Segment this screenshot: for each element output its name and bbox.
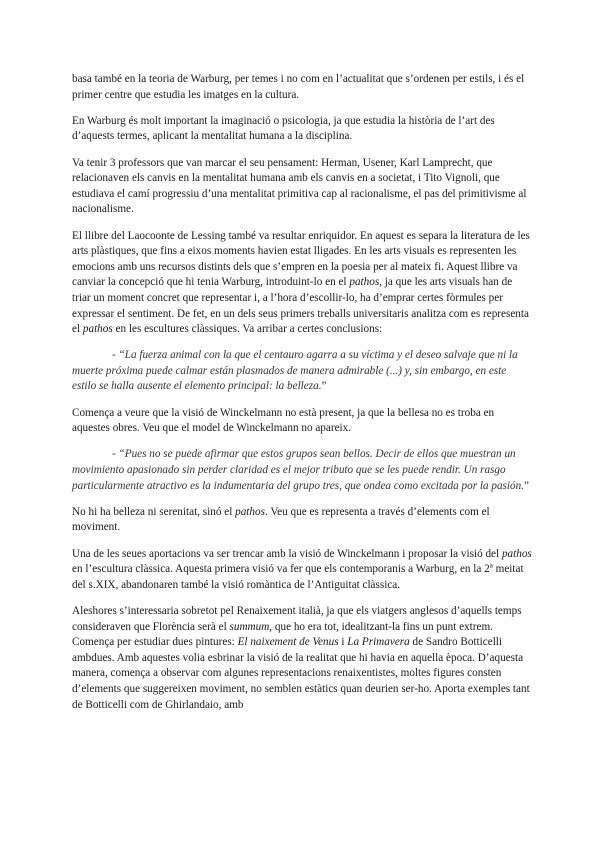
paragraph-professors bbox=[72, 156, 532, 218]
text-run: , que ho era tot, idealitzant-la fins un punt extrem. Comença per estudiar dues pintures: bbox=[72, 620, 493, 649]
text-run: Una de les seues aportacions va ser trencar amb la visió de Winckelmann i proposar la visió del bbox=[72, 547, 502, 560]
paragraph-renaissance bbox=[72, 604, 532, 713]
paragraph-warburg-library bbox=[72, 72, 532, 103]
text-run: en l’escultura clàssica. Aquesta primera visió va fer que els contemporanis a Warburg, en la 2ª meitat del s.XIX, abandonaren també la visió romàntica de l’Antiguitat clàssica. bbox=[72, 563, 524, 591]
paragraph-laocoonte bbox=[72, 229, 532, 338]
text-run: Va tenir 3 professors que van marcar el seu pensament: Herman, Usener, Karl Lamprecht, que relacionaven els canvis en la mentalitat humana amb els canvis en a societat, i Tito Vignoli, que estudiava el camí progressiu d’una mentalitat primitiva cap al racionalisme, el pas del primitivisme al nacionalisme. bbox=[72, 156, 527, 216]
document-page bbox=[72, 72, 532, 724]
italic-term: pathos bbox=[349, 276, 380, 289]
italic-term: pathos bbox=[501, 547, 532, 560]
text-run: , ja que les arts visuals han de triar un moment concret que representar i, a l’hora d’escollir-lo, ha d’emprar certes fòrmules per expressar el sentiment. De fet, en un dels seus primers treballs universitaris analitza com es representa el bbox=[72, 276, 529, 336]
text-run: de Sandro Botticelli ambdues. Amb aquestes volia esbrinar la visió de la realitat que hi havia en aquella època. D’aquesta manera, comença a observar com algunes representacions renaixentistes, moltes figures consten d’elements que suggereixen moviment, no semblen estàtics quan deurien ser-ho. Aporta exemples tant de Botticelli com de Ghirlandaio, amb bbox=[72, 636, 530, 711]
closing-quote-mark: ” bbox=[524, 479, 529, 492]
quote-text: - “La fuerza animal con la que el centauro agarra a su víctima y el deseo salvaje que ni la muerte próxima puede calmar están plasmados de manera admirable (...) y, sin embargo, en este estilo se halla ausente el elemento principal: la belleza. bbox=[72, 349, 518, 393]
italic-title: La Primavera bbox=[347, 636, 410, 649]
closing-quote-mark: ” bbox=[321, 380, 327, 393]
text-run: i bbox=[338, 636, 348, 649]
text-run: Comença a veure que la visió de Winckelmann no està present, ja que la bellesa no es troba en aquestes obres. Veu que el model de Winckelmann no apareix. bbox=[72, 406, 495, 435]
italic-term: pathos bbox=[82, 323, 113, 336]
text-run: en les escultures clàssiques. Va arribar a certes conclusions: bbox=[112, 323, 383, 336]
italic-term: summum bbox=[229, 620, 270, 633]
paragraph-winckelmann-absent bbox=[72, 406, 532, 437]
text-run: basa també en la teoria de Warburg, per temes i no com en l’actualitat que s’ordenen per estils, i és el primer centre que estudia les imatges en la cultura. bbox=[72, 73, 525, 101]
paragraph-imagination bbox=[72, 114, 532, 145]
text-run: Aleshores s’interessaria sobretot pel Renaixement italià, ja que els viatgers anglesos d’aquells temps consideraven que Florència serà el bbox=[72, 604, 522, 633]
text-run: . Veu que es representa a través d’elements com el moviment. bbox=[72, 505, 490, 534]
paragraph-contribution bbox=[72, 547, 532, 594]
text-run: No hi ha belleza ni serenitat, sinó el bbox=[72, 505, 236, 518]
quote-groups bbox=[72, 447, 532, 494]
paragraph-no-beauty bbox=[72, 505, 532, 536]
quote-centaur bbox=[72, 348, 532, 395]
text-run: En Warburg és molt important la imaginació o psicologia, ja que estudia la història de l’art des d’aquests termes, aplicant la mentalitat humana a la disciplina. bbox=[72, 114, 495, 143]
italic-term: pathos bbox=[235, 505, 265, 518]
italic-title: El naixement de Venus bbox=[237, 636, 339, 649]
text-run: El llibre del Laocoonte de Lessing també va resultar enriquidor. En aquest es separa la literatura de les arts plàstiques, que fins a eixos moments havien estat lligades. En les arts visuals es representen les emocions amb uns recursos distints dels que s’empren en la poesia per al mateix fi. Aquest llibre va canviar la concepció que hi tenia Warburg, introduint-lo en el bbox=[72, 229, 530, 289]
quote-text: - “Pues no se puede afirmar que estos grupos sean bellos. Decir de ellos que muestran un movimiento apasionado sin perder claridad es el mejor tributo que se les puede rendir. Un rasgo particularmente atractivo es la indumentaria del grupo tres, que ondea como excitada por la pasión. bbox=[72, 448, 524, 492]
